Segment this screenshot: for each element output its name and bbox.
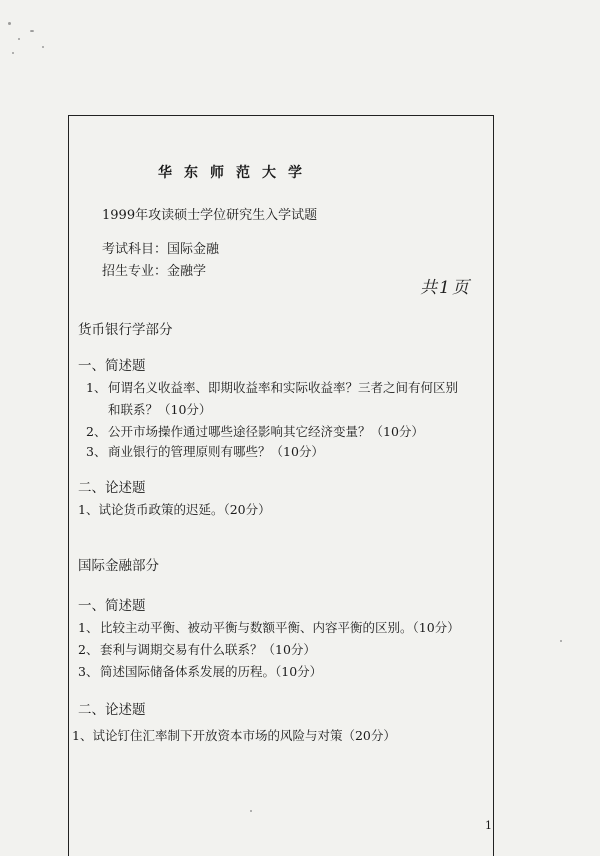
university-name: 华东师范大学 (158, 165, 314, 181)
question-number: 1、 (86, 380, 107, 395)
scan-speckle (42, 46, 44, 48)
part2-title: 国际金融部分 (78, 558, 159, 574)
part2-essay-section-title: 二、论述题 (78, 702, 146, 718)
scan-speckle (12, 52, 14, 54)
major-label: 招生专业： (102, 264, 168, 279)
page-number: 1 (485, 819, 492, 832)
part1-title: 货币银行学部分 (78, 322, 173, 338)
part1-short-section-title: 一、简述题 (78, 358, 146, 374)
part2-question-2 (78, 642, 316, 658)
part2-question-1 (78, 620, 460, 636)
part2-short-section-title: 一、简述题 (78, 598, 146, 614)
question-number: 3、 (86, 444, 107, 459)
scan-speckle (18, 38, 20, 40)
part2-question-3 (78, 664, 322, 680)
part2-essay-1: 1、试论钉住汇率制下开放资本市场的风险与对策（20分） (72, 728, 396, 743)
question-number: 1、 (78, 620, 99, 635)
scan-speckle (8, 22, 11, 25)
part1-question-1-cont: 和联系？（10分） (108, 402, 212, 417)
question-text: 套利与调期交易有什么联系？（10分） (100, 642, 316, 657)
major-value: 金融学 (167, 264, 207, 279)
part1-question-1 (86, 380, 458, 396)
question-number: 2、 (86, 424, 107, 439)
question-number: 3、 (78, 664, 99, 679)
question-text: 商业银行的管理原则有哪些？（10分） (108, 444, 324, 459)
exam-major (102, 264, 206, 280)
scan-speckle (560, 640, 562, 642)
question-text: 公开市场操作通过哪些途径影响其它经济变量？（10分） (108, 424, 424, 439)
exam-title: 1999年攻读硕士学位研究生入学试题 (102, 208, 318, 223)
question-text: 简述国际储备体系发展的历程。（10分） (100, 664, 323, 679)
part1-question-3 (86, 444, 324, 460)
question-text: 比较主动平衡、被动平衡与数额平衡、内容平衡的区别。（10分） (100, 620, 460, 635)
exam-subject (102, 242, 219, 258)
subject-label: 考试科目： (102, 242, 168, 257)
question-text: 何谓名义收益率、即期收益率和实际收益率？三者之间有何区别 (108, 380, 459, 395)
part1-essay-section-title: 二、论述题 (78, 480, 146, 496)
question-number: 2、 (78, 642, 99, 657)
subject-value: 国际金融 (167, 242, 220, 257)
part1-question-2 (86, 424, 424, 440)
scan-speckle (30, 30, 34, 32)
page-count-handwritten: 共1页 (420, 278, 471, 298)
part1-essay-1: 1、试论货币政策的迟延。（20分） (78, 502, 271, 517)
